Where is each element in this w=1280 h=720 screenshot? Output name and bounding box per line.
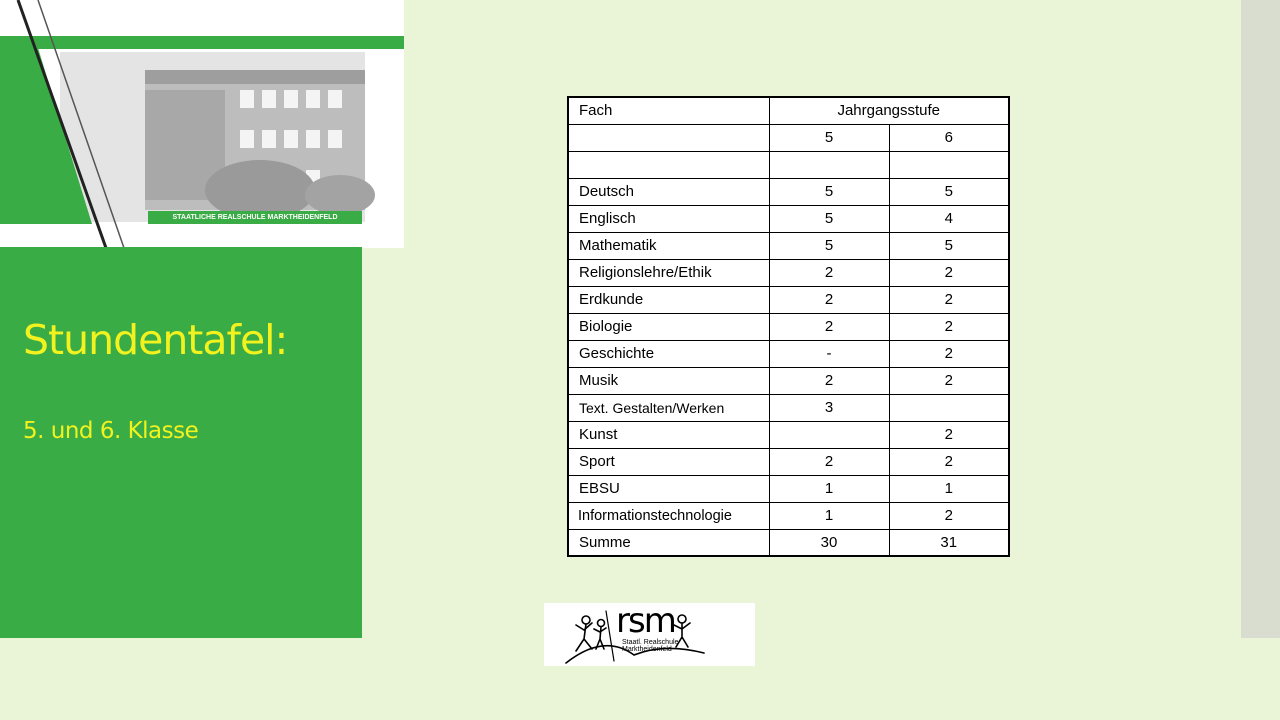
timetable-table — [567, 96, 1010, 557]
logo-line-1: Staatl. Realschule — [622, 639, 679, 646]
grade-6-cell: 4 — [889, 205, 1009, 232]
grade-6-cell: 2 — [889, 421, 1009, 448]
table-row — [568, 502, 1009, 529]
subject-cell: Text. Gestalten/Werken — [568, 394, 769, 421]
subject-cell: Englisch — [568, 205, 769, 232]
subject-cell: Religionslehre/Ethik — [568, 259, 769, 286]
grade-5-cell: 2 — [769, 313, 889, 340]
subject-cell: Kunst — [568, 421, 769, 448]
grade-6-header: 6 — [889, 124, 1009, 151]
grade-6-cell: 2 — [889, 286, 1009, 313]
grade-6-cell: 2 — [889, 367, 1009, 394]
sum-grade-6: 31 — [889, 529, 1009, 556]
subject-cell: Sport — [568, 448, 769, 475]
grade-6-cell: 1 — [889, 475, 1009, 502]
grade-5-cell: 3 — [769, 394, 889, 421]
grade-5-cell: 5 — [769, 232, 889, 259]
table-spacer-row — [568, 151, 1009, 178]
table-row — [568, 448, 1009, 475]
grade-6-cell: 5 — [889, 232, 1009, 259]
school-building-photo — [0, 0, 404, 248]
banner-text: STAATLICHE REALSCHULE MARKTHEIDENFELD — [172, 214, 338, 221]
table-grade-row — [568, 124, 1009, 151]
school-logo — [544, 603, 755, 666]
grade-5-header: 5 — [769, 124, 889, 151]
grade-5-cell: - — [769, 340, 889, 367]
spacer-cell — [769, 151, 889, 178]
subject-cell: Biologie — [568, 313, 769, 340]
grade-5-cell — [769, 421, 889, 448]
table-row — [568, 313, 1009, 340]
table-header-row — [568, 97, 1009, 124]
header-subject: Fach — [568, 97, 769, 124]
grade-6-cell: 2 — [889, 313, 1009, 340]
grade-5-cell: 5 — [769, 205, 889, 232]
grade-5-cell: 2 — [769, 448, 889, 475]
subject-cell: Deutsch — [568, 178, 769, 205]
table-row — [568, 178, 1009, 205]
grade-5-cell: 5 — [769, 178, 889, 205]
table-row — [568, 475, 1009, 502]
grade-6-cell: 2 — [889, 502, 1009, 529]
sum-grade-5: 30 — [769, 529, 889, 556]
grade-5-cell: 2 — [769, 286, 889, 313]
subject-cell: Musik — [568, 367, 769, 394]
right-side-strip — [1241, 0, 1280, 638]
subject-cell: Informationstechnologie — [568, 502, 769, 529]
grade-6-cell: 2 — [889, 259, 1009, 286]
grade-row-empty — [568, 124, 769, 151]
header-grade-group: Jahrgangsstufe — [769, 97, 1009, 124]
grade-6-cell: 2 — [889, 448, 1009, 475]
spacer-cell — [889, 151, 1009, 178]
subject-cell: EBSU — [568, 475, 769, 502]
subject-cell: Geschichte — [568, 340, 769, 367]
grade-6-cell: 5 — [889, 178, 1009, 205]
table-row — [568, 394, 1009, 421]
spacer-cell — [568, 151, 769, 178]
table-row — [568, 205, 1009, 232]
grade-6-cell: 2 — [889, 340, 1009, 367]
table-sum-row — [568, 529, 1009, 556]
table-row — [568, 286, 1009, 313]
sum-label: Summe — [568, 529, 769, 556]
grade-5-cell: 2 — [769, 259, 889, 286]
grade-5-cell: 1 — [769, 475, 889, 502]
table-row — [568, 367, 1009, 394]
table-row — [568, 421, 1009, 448]
grade-5-cell: 1 — [769, 502, 889, 529]
table-row — [568, 232, 1009, 259]
table-row — [568, 340, 1009, 367]
grade-6-cell — [889, 394, 1009, 421]
subject-cell: Mathematik — [568, 232, 769, 259]
page-title: Stundentafel: — [23, 316, 288, 364]
page-subtitle: 5. und 6. Klasse — [23, 418, 199, 444]
subject-cell: Erdkunde — [568, 286, 769, 313]
table-row — [568, 259, 1009, 286]
logo-letters: rsm — [616, 603, 675, 641]
grade-5-cell: 2 — [769, 367, 889, 394]
logo-line-2: Marktheidenfeld — [622, 646, 672, 653]
